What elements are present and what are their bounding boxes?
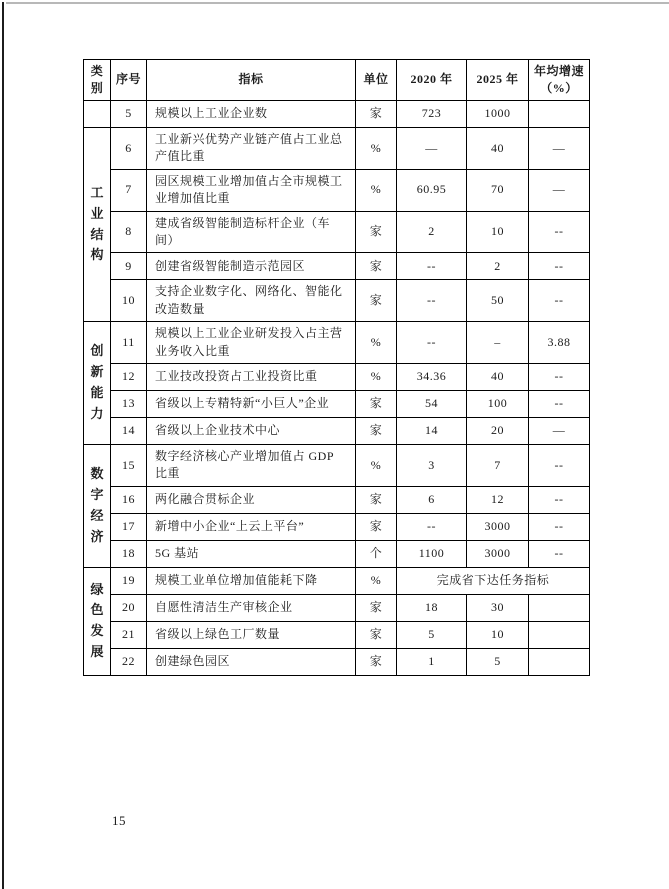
- row-unit: 家: [356, 101, 397, 128]
- row-2025-value: 40: [467, 128, 529, 170]
- row-growth-value: --: [529, 390, 590, 417]
- row-indicator: 工业新兴优势产业链产值占工业总产值比重: [147, 128, 356, 170]
- row-index: 7: [111, 169, 147, 211]
- table-body: [84, 101, 590, 676]
- row-index: 16: [111, 486, 147, 513]
- table-row: [84, 486, 590, 513]
- table-row: [84, 567, 590, 594]
- row-2025-value: 10: [467, 211, 529, 253]
- row-growth-value: [529, 594, 590, 621]
- row-2020-value: --: [397, 513, 467, 540]
- category-cell: 数字经济: [84, 444, 111, 567]
- row-2025-value: 3000: [467, 540, 529, 567]
- col-header-category: 类别: [84, 60, 111, 101]
- row-growth-value: —: [529, 128, 590, 170]
- row-index: 5: [111, 101, 147, 128]
- row-index: 21: [111, 621, 147, 648]
- row-2025-value: 3000: [467, 513, 529, 540]
- row-unit: %: [356, 567, 397, 594]
- table-row: [84, 648, 590, 675]
- row-2025-value: 40: [467, 363, 529, 390]
- page-left-edge-line: [2, 2, 4, 889]
- table-row: [84, 322, 590, 364]
- row-2020-value: 34.36: [397, 363, 467, 390]
- row-indicator: 省级以上企业技术中心: [147, 417, 356, 444]
- row-growth-value: --: [529, 444, 590, 486]
- table-row: [84, 169, 590, 211]
- col-header-indicator: 指标: [147, 60, 356, 101]
- table-row: [84, 363, 590, 390]
- row-2020-value: --: [397, 280, 467, 322]
- row-growth-value: --: [529, 513, 590, 540]
- table-row: [84, 621, 590, 648]
- row-indicator: 数字经济核心产业增加值占 GDP 比重: [147, 444, 356, 486]
- row-unit: 家: [356, 648, 397, 675]
- row-2025-value: 7: [467, 444, 529, 486]
- row-index: 8: [111, 211, 147, 253]
- row-2020-value: 60.95: [397, 169, 467, 211]
- row-growth-value: --: [529, 253, 590, 280]
- row-2025-value: 5: [467, 648, 529, 675]
- row-indicator: 规模以上工业企业数: [147, 101, 356, 128]
- row-indicator: 工业技改投资占工业投资比重: [147, 363, 356, 390]
- indicator-table: [83, 59, 590, 676]
- table-row: [84, 280, 590, 322]
- row-2025-value: 10: [467, 621, 529, 648]
- col-header-growth-line2: （%）: [540, 81, 578, 95]
- row-2025-value: 30: [467, 594, 529, 621]
- row-growth-value: --: [529, 540, 590, 567]
- row-growth-value: [529, 101, 590, 128]
- row-growth-value: --: [529, 211, 590, 253]
- row-index: 9: [111, 253, 147, 280]
- table-row: [84, 594, 590, 621]
- table-row: [84, 253, 590, 280]
- row-index: 18: [111, 540, 147, 567]
- row-unit: %: [356, 444, 397, 486]
- row-2020-value: --: [397, 322, 467, 364]
- row-unit: 家: [356, 486, 397, 513]
- row-index: 15: [111, 444, 147, 486]
- row-indicator: 省级以上绿色工厂数量: [147, 621, 356, 648]
- page-top-edge-line: [6, 2, 669, 4]
- indicator-table-container: [83, 59, 589, 676]
- row-index: 22: [111, 648, 147, 675]
- row-2020-value: 723: [397, 101, 467, 128]
- row-index: 12: [111, 363, 147, 390]
- col-header-unit: 单位: [356, 60, 397, 101]
- row-unit: %: [356, 363, 397, 390]
- row-index: 20: [111, 594, 147, 621]
- row-index: 6: [111, 128, 147, 170]
- row-unit: 家: [356, 253, 397, 280]
- row-growth-value: —: [529, 169, 590, 211]
- row-index: 14: [111, 417, 147, 444]
- table-header-row: [84, 60, 590, 101]
- row-indicator: 规模工业单位增加值能耗下降: [147, 567, 356, 594]
- row-index: 17: [111, 513, 147, 540]
- row-indicator: 创建绿色园区: [147, 648, 356, 675]
- row-unit: 家: [356, 211, 397, 253]
- category-cell: 绿色发展: [84, 567, 111, 675]
- row-2020-value: 6: [397, 486, 467, 513]
- row-2025-value: 2: [467, 253, 529, 280]
- row-index: 19: [111, 567, 147, 594]
- row-2020-value: 18: [397, 594, 467, 621]
- table-row: [84, 513, 590, 540]
- row-unit: 家: [356, 390, 397, 417]
- col-header-2020: 2020 年: [397, 60, 467, 101]
- row-unit: 家: [356, 513, 397, 540]
- row-unit: %: [356, 322, 397, 364]
- row-growth-value: [529, 621, 590, 648]
- row-2020-value: —: [397, 128, 467, 170]
- row-merged-value: 完成省下达任务指标: [397, 567, 590, 594]
- row-indicator: 新增中小企业“上云上平台”: [147, 513, 356, 540]
- row-2025-value: 50: [467, 280, 529, 322]
- row-indicator: 支持企业数字化、网络化、智能化改造数量: [147, 280, 356, 322]
- row-indicator: 园区规模工业增加值占全市规模工业增加值比重: [147, 169, 356, 211]
- row-growth-value: --: [529, 280, 590, 322]
- row-2020-value: --: [397, 253, 467, 280]
- row-index: 13: [111, 390, 147, 417]
- row-unit: 家: [356, 621, 397, 648]
- row-indicator: 自愿性清洁生产审核企业: [147, 594, 356, 621]
- row-2025-value: 100: [467, 390, 529, 417]
- row-unit: 家: [356, 280, 397, 322]
- row-unit: %: [356, 128, 397, 170]
- row-2025-value: 1000: [467, 101, 529, 128]
- table-row: [84, 101, 590, 128]
- row-indicator: 5G 基站: [147, 540, 356, 567]
- row-growth-value: [529, 648, 590, 675]
- col-header-2025: 2025 年: [467, 60, 529, 101]
- table-row: [84, 211, 590, 253]
- row-indicator: 建成省级智能制造标杆企业（车间）: [147, 211, 356, 253]
- row-indicator: 规模以上工业企业研发投入占主营业务收入比重: [147, 322, 356, 364]
- row-2020-value: 1100: [397, 540, 467, 567]
- table-row: [84, 128, 590, 170]
- row-index: 10: [111, 280, 147, 322]
- row-indicator: 省级以上专精特新“小巨人”企业: [147, 390, 356, 417]
- row-2020-value: 1: [397, 648, 467, 675]
- row-2025-value: –: [467, 322, 529, 364]
- row-indicator: 创建省级智能制造示范园区: [147, 253, 356, 280]
- table-row: [84, 390, 590, 417]
- col-header-index: 序号: [111, 60, 147, 101]
- category-cell: [84, 101, 111, 128]
- row-unit: 家: [356, 417, 397, 444]
- row-growth-value: 3.88: [529, 322, 590, 364]
- row-unit: 家: [356, 594, 397, 621]
- row-2025-value: 70: [467, 169, 529, 211]
- row-unit: 个: [356, 540, 397, 567]
- row-2020-value: 5: [397, 621, 467, 648]
- category-cell: 工业结构: [84, 128, 111, 322]
- table-row: [84, 444, 590, 486]
- table-row: [84, 540, 590, 567]
- row-growth-value: --: [529, 486, 590, 513]
- row-indicator: 两化融合贯标企业: [147, 486, 356, 513]
- row-growth-value: --: [529, 363, 590, 390]
- row-2020-value: 54: [397, 390, 467, 417]
- row-2020-value: 14: [397, 417, 467, 444]
- row-2020-value: 3: [397, 444, 467, 486]
- row-growth-value: —: [529, 417, 590, 444]
- page-number: 15: [112, 813, 126, 828]
- row-index: 11: [111, 322, 147, 364]
- category-cell: 创新能力: [84, 322, 111, 445]
- col-header-growth-line1: 年均增速: [533, 63, 584, 78]
- row-2025-value: 20: [467, 417, 529, 444]
- row-2020-value: 2: [397, 211, 467, 253]
- table-row: [84, 417, 590, 444]
- row-unit: %: [356, 169, 397, 211]
- col-header-growth: [529, 60, 590, 101]
- row-2025-value: 12: [467, 486, 529, 513]
